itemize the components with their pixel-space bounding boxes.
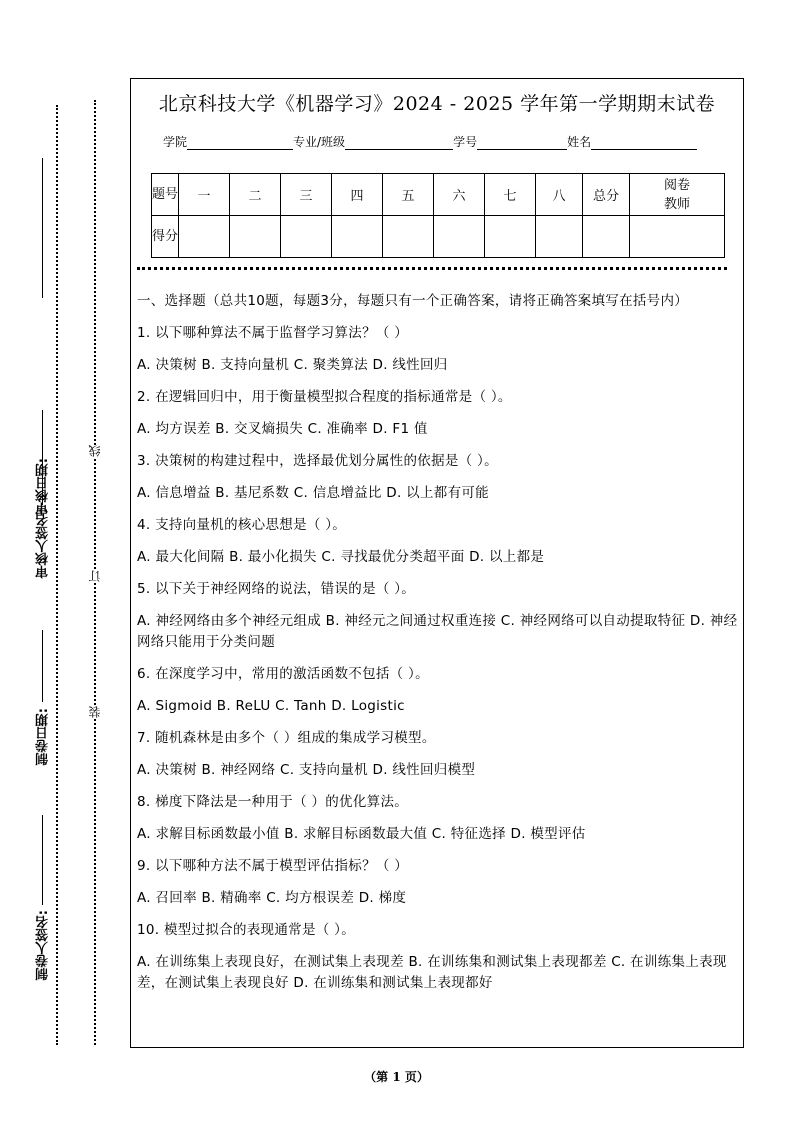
- major-label: 专业/班级: [293, 135, 346, 149]
- col-1: 一: [179, 174, 230, 216]
- col-5: 五: [383, 174, 434, 216]
- col-total: 总分: [583, 174, 630, 216]
- score-table: [151, 173, 725, 258]
- cut-mark-fold: 装: [88, 706, 102, 718]
- options-7: A. 决策树 B. 神经网络 C. 支持向量机 D. 线性回归模型: [137, 762, 476, 778]
- score-cell-total[interactable]: [583, 216, 630, 258]
- score-row-header: 得分: [152, 216, 179, 258]
- exam-frame: [130, 78, 744, 1048]
- name-label: 姓名: [567, 135, 592, 149]
- score-cell-4[interactable]: [332, 216, 383, 258]
- options-1: A. 决策树 B. 支持向量机 C. 聚类算法 D. 线性回归: [137, 357, 448, 373]
- score-cell-5[interactable]: [383, 216, 434, 258]
- score-cell-7[interactable]: [485, 216, 536, 258]
- score-cell-reviewer[interactable]: [630, 216, 725, 258]
- question-3: 3. 决策树的构建过程中，选择最优划分属性的依据是（ ）。: [137, 453, 498, 469]
- student-info-line: [163, 133, 697, 150]
- maker-sign-label: 制卷人签名:: [36, 910, 51, 981]
- question-8: 8. 梯度下降法是一种用于（ ）的优化算法。: [137, 794, 409, 810]
- school-label: 学院: [163, 135, 188, 149]
- major-blank[interactable]: [345, 135, 453, 150]
- score-cell-2[interactable]: [230, 216, 281, 258]
- maker-date-label: 制卷日期:: [36, 708, 51, 766]
- question-7: 7. 随机森林是由多个（ ）组成的集成学习模型。: [137, 730, 436, 746]
- question-number-header: 题号: [152, 174, 179, 216]
- binding-strip: [0, 0, 130, 1122]
- options-10: A. 在训练集上表现良好，在测试集上表现差 B. 在训练集和测试集上表现都差 C. 在训练集上表现差，在测试集上表现良好 D. 在训练集和测试集上表现都好: [137, 954, 727, 991]
- score-cell-8[interactable]: [536, 216, 583, 258]
- col-8: 八: [536, 174, 583, 216]
- options-9: A. 召回率 B. 精确率 C. 均方根误差 D. 梯度: [137, 890, 407, 906]
- col-3: 三: [281, 174, 332, 216]
- reviewer-col-line1: 阅卷: [663, 177, 690, 193]
- options-8: A. 求解目标函数最小值 B. 求解目标函数最大值 C. 特征选择 D. 模型评估: [137, 826, 586, 842]
- options-3: A. 信息增益 B. 基尼系数 C. 信息增益比 D. 以上都有可能: [137, 485, 489, 501]
- options-5: A. 神经网络由多个神经元组成 B. 神经元之间通过权重连接 C. 神经网络可以自动提取特征 D. 神经网络只能用于分类问题: [137, 613, 738, 650]
- question-4: 4. 支持向量机的核心思想是（ ）。: [137, 517, 347, 533]
- score-table-header-row: [152, 174, 725, 216]
- page-number: （第 1 页）: [364, 1070, 429, 1084]
- maker-date-line: [42, 630, 43, 702]
- col-4: 四: [332, 174, 383, 216]
- student-id-label: 学号: [453, 135, 478, 149]
- question-9: 9. 以下哪种方法不属于模型评估指标？（ ）: [137, 858, 409, 874]
- header-separator: [137, 267, 727, 270]
- reviewer-date-label: 审核日期:: [36, 458, 51, 516]
- col-2: 二: [230, 174, 281, 216]
- question-section: [137, 291, 739, 994]
- question-1: 1. 以下哪种算法不属于监督学习算法？（ ）: [137, 325, 409, 341]
- options-2: A. 均方误差 B. 交叉熵损失 C. 准确率 D. F1 值: [137, 421, 428, 437]
- question-6: 6. 在深度学习中，常用的激活函数不包括（ ）。: [137, 666, 429, 682]
- score-cell-6[interactable]: [434, 216, 485, 258]
- score-cell-3[interactable]: [281, 216, 332, 258]
- maker-sign-line: [42, 815, 43, 905]
- options-6: A. Sigmoid B. ReLU C. Tanh D. Logistic: [137, 698, 405, 714]
- question-2: 2. 在逻辑回归中，用于衡量模型拟合程度的指标通常是（ ）。: [137, 389, 512, 405]
- reviewer-col-line2: 教师: [663, 196, 690, 212]
- section-heading: 一、选择题（总共10题，每题3分，每题只有一个正确答案，请将正确答案填写在括号内）: [137, 293, 689, 309]
- reviewer-col: [630, 174, 725, 216]
- options-4: A. 最大化间隔 B. 最小化损失 C. 寻找最优分类超平面 D. 以上都是: [137, 549, 545, 565]
- cut-mark-bind: 订: [88, 570, 102, 582]
- name-blank[interactable]: [591, 135, 697, 150]
- question-10: 10. 模型过拟合的表现通常是（ ）。: [137, 922, 356, 938]
- reviewer-sign-line: [42, 410, 43, 505]
- col-7: 七: [485, 174, 536, 216]
- reviewer-date-line: [42, 158, 43, 298]
- question-5: 5. 以下关于神经网络的说法，错误的是（ ）。: [137, 581, 416, 597]
- score-cell-1[interactable]: [179, 216, 230, 258]
- exam-title: 北京科技大学《机器学习》2024 - 2025 学年第一学期期末试卷: [158, 93, 716, 115]
- score-table-score-row: [152, 216, 725, 258]
- reviewer-sign-label: 审核人签名:: [36, 508, 51, 579]
- cut-mark-line: 线: [88, 445, 102, 457]
- col-6: 六: [434, 174, 485, 216]
- school-blank[interactable]: [187, 135, 293, 150]
- binding-dotted-line-inner: [56, 105, 58, 1045]
- student-id-blank[interactable]: [477, 135, 567, 150]
